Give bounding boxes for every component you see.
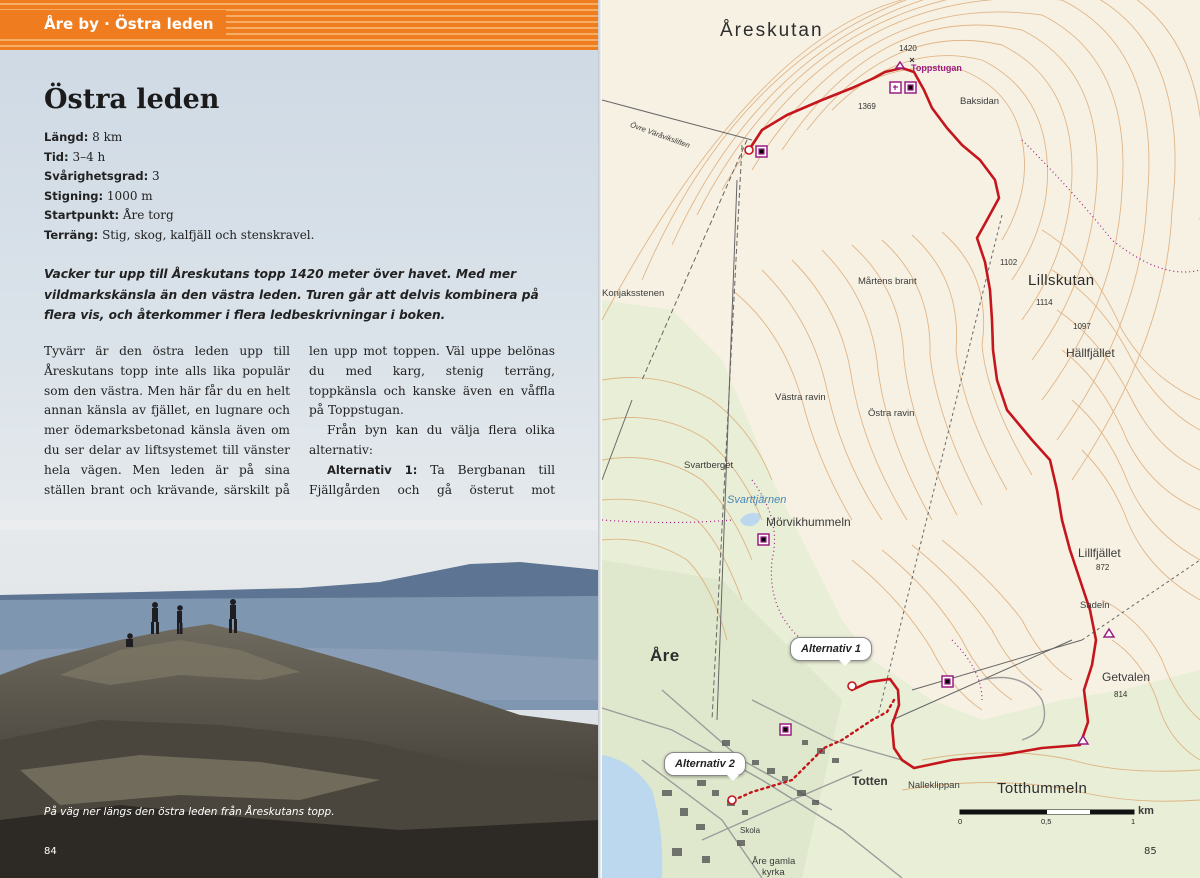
fact-time: Tid: 3–4 h bbox=[44, 149, 106, 164]
photo-caption: På väg ner längs den östra leden från Åreskutans topp. bbox=[44, 806, 335, 818]
map-label-sadeln: Sadeln bbox=[1080, 600, 1110, 611]
map-label-ostra: Östra ravin bbox=[868, 408, 915, 419]
map-label-lillskutan: Lillskutan bbox=[1028, 272, 1095, 289]
map-label-kyrka: kyrka bbox=[762, 867, 785, 878]
chapter-header-label: Åre by · Östra leden bbox=[0, 10, 226, 38]
lead-paragraph: Vacker tur upp till Åreskutans topp 1420 meter över havet. Med mer vildmarkskänsla än den västra leden. Turen går att delvis kombinera på flera vis, och återkommer i flera ledbeskrivningar i boken. bbox=[44, 267, 539, 322]
fact-terrain: Terräng: Stig, skog, kalfjäll och stenskravel. bbox=[44, 227, 315, 242]
body-paragraph: len upp mot toppen. Väl uppe belönas du med karg, stenig terräng, toppkänsla och kanske även en våffla på Toppstugan. bbox=[309, 344, 555, 418]
scale-bar bbox=[960, 810, 1134, 814]
map-label-are: Åre bbox=[650, 646, 680, 665]
map-label-areskutan: Åreskutan bbox=[720, 20, 824, 41]
scale-tick-0: 0 bbox=[958, 817, 963, 826]
alternative-1-marker bbox=[848, 682, 856, 690]
map-label-baksidan: Baksidan bbox=[960, 96, 1000, 107]
page-title: Östra leden bbox=[44, 84, 220, 115]
scale-unit: km bbox=[1138, 805, 1154, 817]
alternative-2-callout: Alternativ 2 bbox=[664, 752, 746, 776]
alternative-1-callout: Alternativ 1 bbox=[790, 637, 872, 661]
body-paragraph: Tyvärr är den östra leden upp till Åreskutans topp inte alls lika populär som den västra. Men här får du en helt annan känsla av fjället, en lugnare och mer ödemarksbetonad känsla även om du ser delar av liftsystemet till vänster hela vägen. Men leden är på sina ställen brant och krävande, särskilt på bbox=[44, 344, 290, 497]
summit-photo bbox=[0, 500, 598, 878]
page-number-left: 84 bbox=[44, 846, 57, 857]
route-facts bbox=[44, 128, 314, 245]
fact-ascent: Stigning: 1000 m bbox=[44, 188, 153, 203]
fact-length: Längd: 8 km bbox=[44, 130, 123, 144]
map-label-lift: Övre Väråviksliften bbox=[628, 120, 692, 150]
map-label-lillfjallet: Lillfjället bbox=[1078, 546, 1121, 560]
topographic-map bbox=[602, 0, 1200, 878]
map-elevation-1114: 1114 bbox=[1036, 298, 1053, 307]
map-elevation-872: 872 bbox=[1096, 563, 1110, 572]
map-label-skola: Skola bbox=[740, 826, 761, 835]
map-elevation-1369: 1369 bbox=[858, 102, 876, 111]
body-column-1 bbox=[44, 342, 290, 520]
alternative-1-paragraph: Alternativ 1: Ta Bergbanan till Fjällgården och gå österut mot bbox=[309, 462, 555, 497]
map-label-are-gamla: Åre gamla bbox=[752, 856, 796, 867]
route-start-marker bbox=[745, 146, 753, 154]
map-label-konjaksstenen: Konjaksstenen bbox=[602, 288, 665, 299]
map-label-svartberget: Svartberget bbox=[684, 460, 734, 471]
map-label-morvikhummeln: Mörvikhummeln bbox=[766, 515, 851, 529]
fact-start: Startpunkt: Åre torg bbox=[44, 208, 174, 222]
map-label-martens-brant: Mårtens brant bbox=[858, 276, 917, 287]
chapter-header-bar bbox=[0, 0, 598, 50]
alternative-2-marker bbox=[728, 796, 736, 804]
left-page bbox=[0, 0, 598, 878]
map-label-getvalen: Getvalen bbox=[1102, 670, 1151, 684]
map-label-svarttjarnen: Svarttjärnen bbox=[727, 494, 787, 506]
map-elevation-1102: 1102 bbox=[1000, 258, 1018, 267]
scale-tick-1: 1 bbox=[1131, 817, 1136, 826]
map-elevation-summit: 1420 bbox=[899, 44, 917, 53]
map-label-toppstugan: Toppstugan bbox=[911, 63, 962, 73]
map-elevation-1097: 1097 bbox=[1073, 322, 1091, 331]
map-elevation-814: 814 bbox=[1114, 690, 1128, 699]
map-label-nalleklippan: Nalleklippan bbox=[908, 780, 960, 791]
map-label-hallfjallet: Hällfjället bbox=[1066, 346, 1115, 360]
map-label-totten: Totten bbox=[852, 774, 888, 788]
fact-difficulty: Svårighetsgrad: 3 bbox=[44, 169, 160, 183]
page-number-right: 85 bbox=[1144, 846, 1157, 857]
body-paragraph: Från byn kan du välja flera olika alternativ: bbox=[309, 423, 555, 457]
map-label-vastra: Västra ravin bbox=[775, 392, 826, 403]
map-label-totthummeln: Totthummeln bbox=[997, 780, 1088, 797]
scale-tick-05: 0,5 bbox=[1041, 817, 1052, 826]
right-page-map bbox=[602, 0, 1200, 878]
